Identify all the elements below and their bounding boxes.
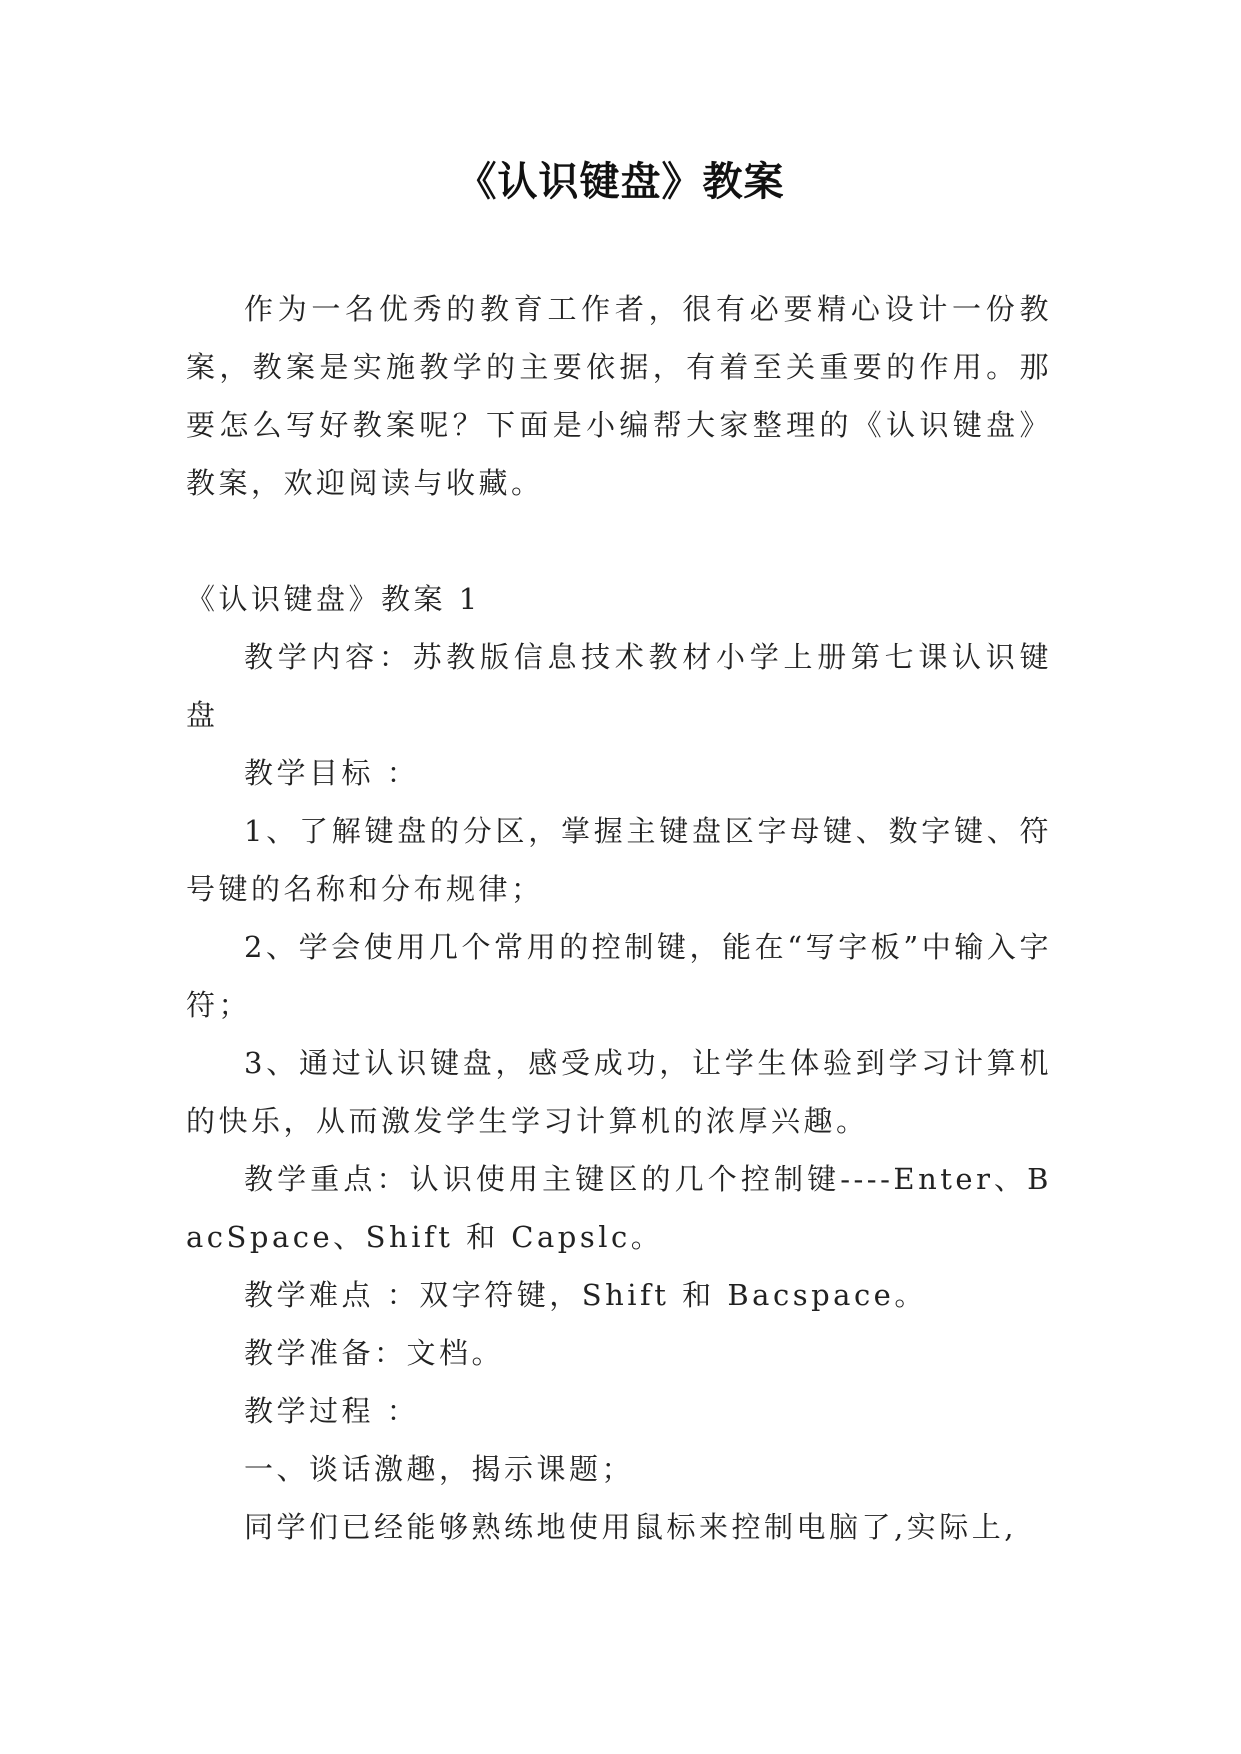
process-step-1: 一、谈话激趣，揭示课题； xyxy=(244,1452,635,1486)
teaching-preparation-paragraph: 教学准备：文档。 xyxy=(244,1336,505,1370)
section-heading: 《认识键盘》教案 1 xyxy=(186,582,481,616)
teaching-goals-heading: 教学目标 ： xyxy=(244,756,420,790)
teaching-content-paragraph: 教学内容：苏教版信息技术教材小学上册第七课认识键盘 xyxy=(186,640,1052,732)
process-text-paragraph: 同学们已经能够熟练地使用鼠标来控制电脑了,实际上, xyxy=(244,1510,1017,1544)
section-spacer xyxy=(186,512,1052,570)
goal-item-1: 1、了解键盘的分区，掌握主键盘区字母键、数字键、符号键的名称和分布规律； xyxy=(186,814,1052,906)
intro-paragraph: 作为一名优秀的教育工作者，很有必要精心设计一份教案，教案是实施教学的主要依据，有着至关重要的作用。那要怎么写好教案呢？下面是小编帮大家整理的《认识键盘》教案，欢迎阅读与收藏。 xyxy=(186,292,1052,500)
goal-item-2: 2、学会使用几个常用的控制键，能在“写字板”中输入字符； xyxy=(186,930,1052,1022)
document-title: 《认识键盘》教案 xyxy=(456,159,785,205)
teaching-process-heading: 教学过程 ： xyxy=(244,1394,420,1428)
goal-item-3: 3、通过认识键盘，感受成功，让学生体验到学习计算机的快乐，从而激发学生学习计算机的浓厚兴趣。 xyxy=(186,1046,1052,1138)
teaching-difficulty-paragraph: 教学难点 ：双字符键，Shift 和 Bacspace。 xyxy=(244,1278,927,1312)
document-body xyxy=(186,280,1052,1556)
teaching-focus-paragraph: 教学重点：认识使用主键区的几个控制键----Enter、BacSpace、Shift 和 Capslc。 xyxy=(186,1162,1052,1254)
